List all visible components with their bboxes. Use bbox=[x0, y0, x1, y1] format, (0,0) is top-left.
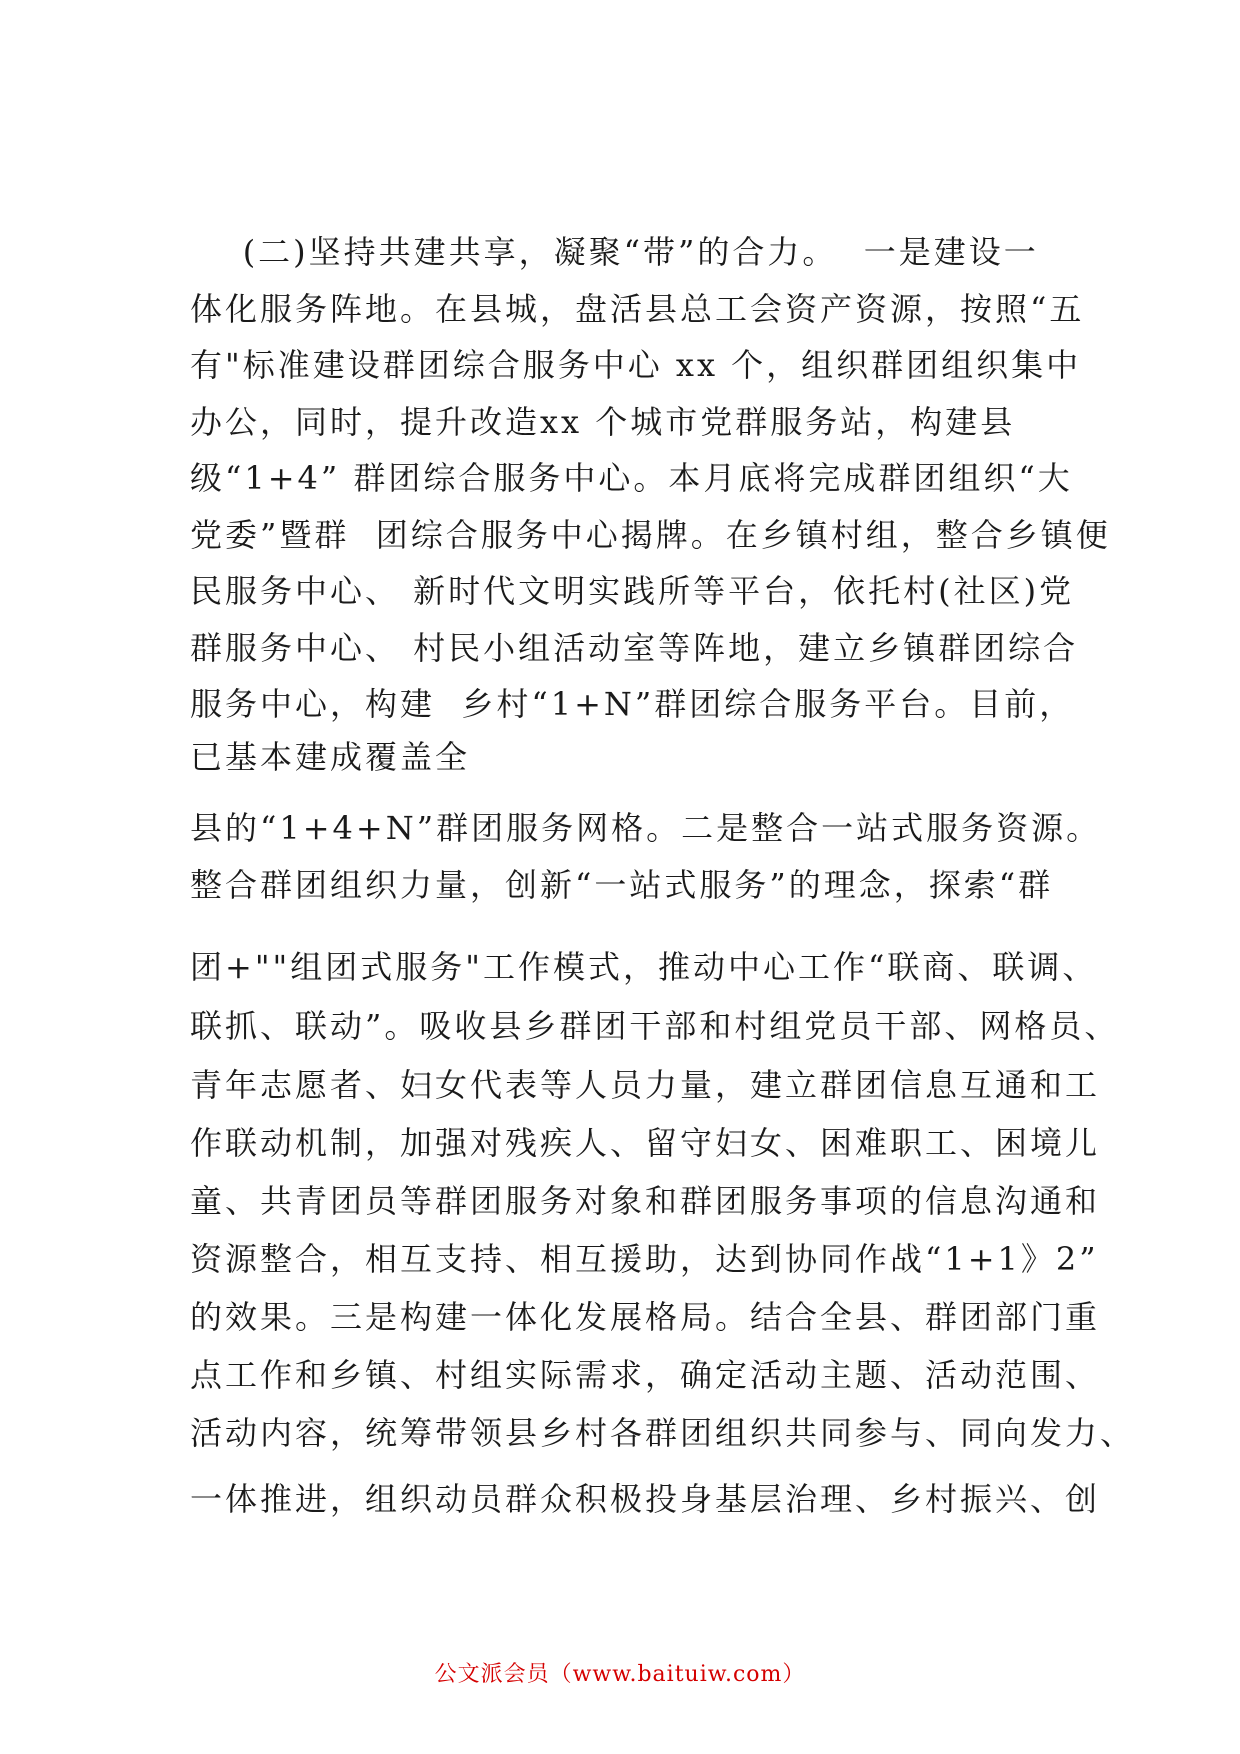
body-text-line: 办公，同时，提升改造xx 个城市党群服务站，构建县 bbox=[190, 403, 1016, 441]
body-text-line: 的效果。三是构建一体化发展格局。结合全县、群团部门重 bbox=[190, 1298, 1101, 1336]
body-text-line: 资源整合，相互支持、相互援助，达到协同作战“1+1》2” bbox=[190, 1240, 1099, 1278]
body-text-line: 已基本建成覆盖全 bbox=[190, 738, 471, 776]
body-text-line: 党委”暨群 团综合服务中心揭牌。在乡镇村组，整合乡镇便 bbox=[190, 516, 1111, 554]
body-text-line: 一体推进，组织动员群众积极投身基层治理、乡村振兴、创 bbox=[190, 1480, 1101, 1518]
body-text-line: 联抓、联动”。吸收县乡群团干部和村组党员干部、网格员、 bbox=[190, 1007, 1120, 1045]
body-text-line: 体化服务阵地。在县城，盘活县总工会资产资源，按照“五 bbox=[190, 290, 1085, 328]
footer-watermark-link[interactable]: 公文派会员（www.baituiw.com） bbox=[434, 1662, 806, 1687]
body-text-line: 服务中心，构建 乡村“1+N”群团综合服务平台。目前， bbox=[190, 685, 1075, 723]
body-text-line: 活动内容，统筹带领县乡村各群团组织共同参与、同向发力、 bbox=[190, 1414, 1136, 1452]
body-text-line: 整合群团组织力量，创新“一站式服务”的理念，探索“群 bbox=[190, 866, 1054, 904]
body-text-line: 团+""组团式服务"工作模式，推动中心工作“联商、联调、 bbox=[190, 948, 1098, 986]
body-text-line: 青年志愿者、妇女代表等人员力量，建立群团信息互通和工 bbox=[190, 1066, 1101, 1104]
body-text-line: 点工作和乡镇、村组实际需求，确定活动主题、活动范围、 bbox=[190, 1356, 1101, 1394]
body-text-line: (二)坚持共建共享，凝聚“带”的合力。 一是建设一 bbox=[190, 233, 1039, 271]
body-text-line: 作联动机制，加强对残疾人、留守妇女、困难职工、困境儿 bbox=[190, 1124, 1101, 1162]
body-text-line: 群服务中心、 村民小组活动室等阵地，建立乡镇群团综合 bbox=[190, 629, 1079, 667]
body-text-line: 级“1+4” 群团综合服务中心。本月底将完成群团组织“大 bbox=[190, 459, 1073, 497]
body-text-line: 童、共青团员等群团服务对象和群团服务事项的信息沟通和 bbox=[190, 1182, 1101, 1220]
body-text-line: 有"标准建设群团综合服务中心 xx 个，组织群团组织集中 bbox=[190, 346, 1082, 384]
body-text-line: 民服务中心、 新时代文明实践所等平台，依托村(社区)党 bbox=[190, 572, 1075, 610]
body-text-line: 县的“1+4+N”群团服务网格。二是整合一站式服务资源。 bbox=[190, 809, 1102, 847]
